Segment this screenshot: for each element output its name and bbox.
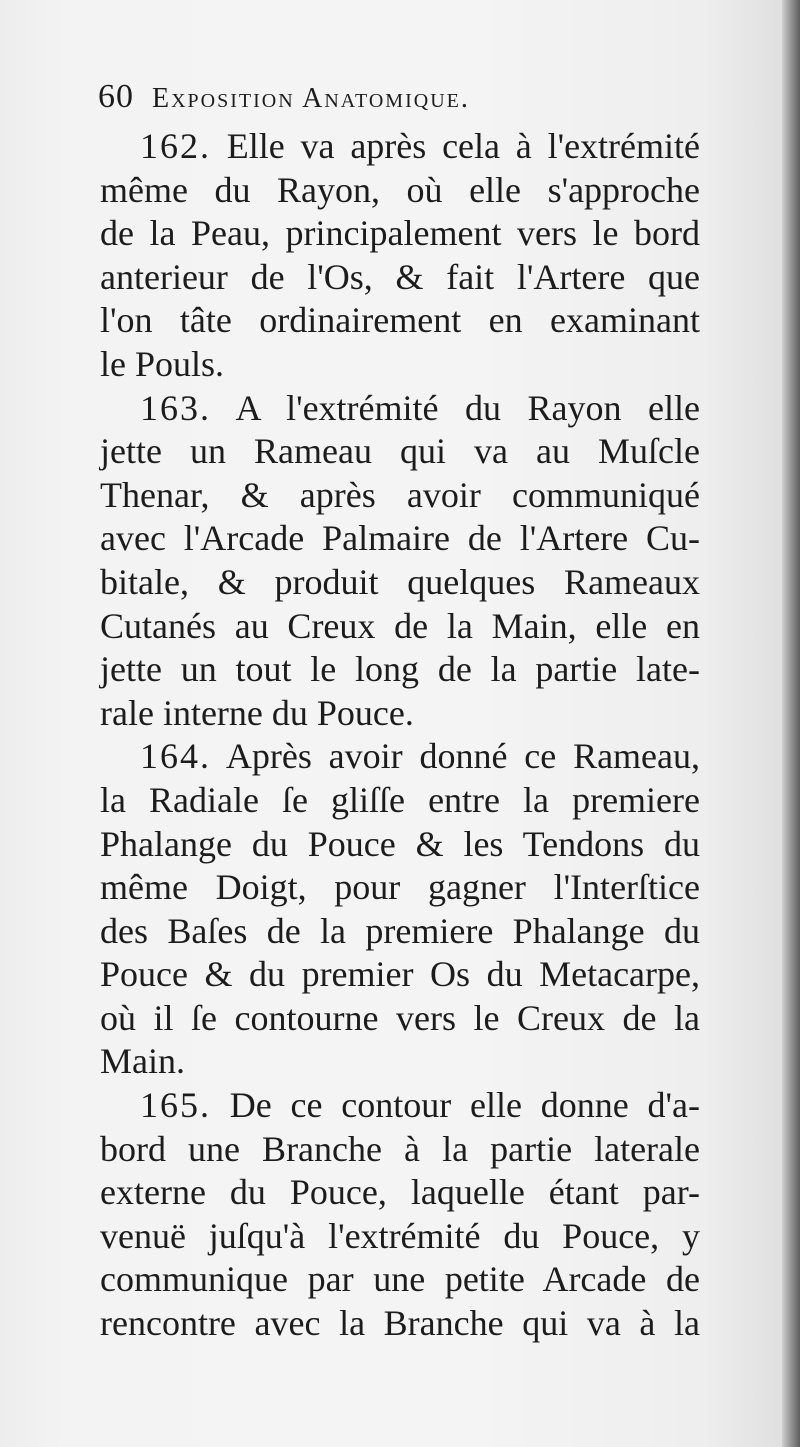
text-line: anterieur de l'Os, & fait l'Artere que: [100, 256, 700, 297]
text-line: rencontre avec la Branche qui va à la: [100, 1303, 700, 1344]
text-line: même du Rayon, où elle s'approche: [100, 169, 700, 210]
text-line: rale interne du Pouce.: [100, 692, 414, 733]
text-line: bord une Branche à la partie laterale: [100, 1128, 700, 1169]
page-number: 60: [98, 78, 134, 115]
paragraph-165: [100, 1084, 700, 1346]
paragraph-number: 164.: [140, 736, 211, 777]
text-line: des Baſes de la premiere Phalange du: [100, 910, 700, 951]
book-gutter-shadow: [782, 0, 800, 1447]
text-line: Thenar, & après avoir communiqué: [100, 474, 700, 515]
text-line: même Doigt, pour gagner l'Interſtice: [100, 867, 700, 908]
text-line: venuë juſqu'à l'extrémité du Pouce, y: [100, 1215, 700, 1256]
paragraph-163: [100, 387, 700, 736]
text-line: 163. A l'extrémité du Rayon elle: [140, 387, 701, 428]
text-line: le Pouls.: [100, 343, 225, 384]
text-line: Cutanés au Creux de la Main, elle en: [100, 605, 700, 646]
text-line: où il ſe contourne vers le Creux de la: [100, 997, 700, 1038]
paragraph-164: [100, 735, 700, 1084]
paragraph-number: 163.: [140, 387, 211, 428]
text-line: 162. Elle va après cela à l'extrémité: [140, 126, 700, 166]
text-line: externe du Pouce, laquelle étant par-: [100, 1172, 700, 1213]
text-line: jette un Rameau qui va au Muſcle: [100, 431, 700, 472]
text-line: la Radiale ſe gliſſe entre la premiere: [100, 779, 700, 820]
page-header: [98, 78, 698, 122]
text-line: Phalange du Pouce & les Tendons du: [100, 823, 700, 864]
text-line: bitale, & produit quelques Rameaux: [100, 561, 700, 602]
text-line: l'on tâte ordinairement en examinant: [100, 300, 700, 341]
paragraph-number: 165.: [140, 1085, 211, 1126]
text-line: jette un tout le long de la partie late-: [100, 649, 700, 690]
text-line: 164. Après avoir donné ce Rameau,: [140, 736, 701, 777]
paragraph-162: [100, 125, 700, 387]
text-line: de la Peau, principalement vers le bord: [100, 213, 700, 254]
text-line: Pouce & du premier Os du Metacarpe,: [100, 954, 700, 995]
body-text: [100, 125, 700, 1346]
paragraph-number: 162.: [140, 126, 211, 166]
text-line: communique par une petite Arcade de: [100, 1259, 700, 1300]
text-line: Main.: [100, 1041, 185, 1082]
text-line: 165. De ce contour elle donne d'a-: [140, 1085, 701, 1126]
running-head: Exposition Anatomique.: [152, 83, 470, 114]
text-line: avec l'Arcade Palmaire de l'Artere Cu-: [100, 518, 700, 559]
